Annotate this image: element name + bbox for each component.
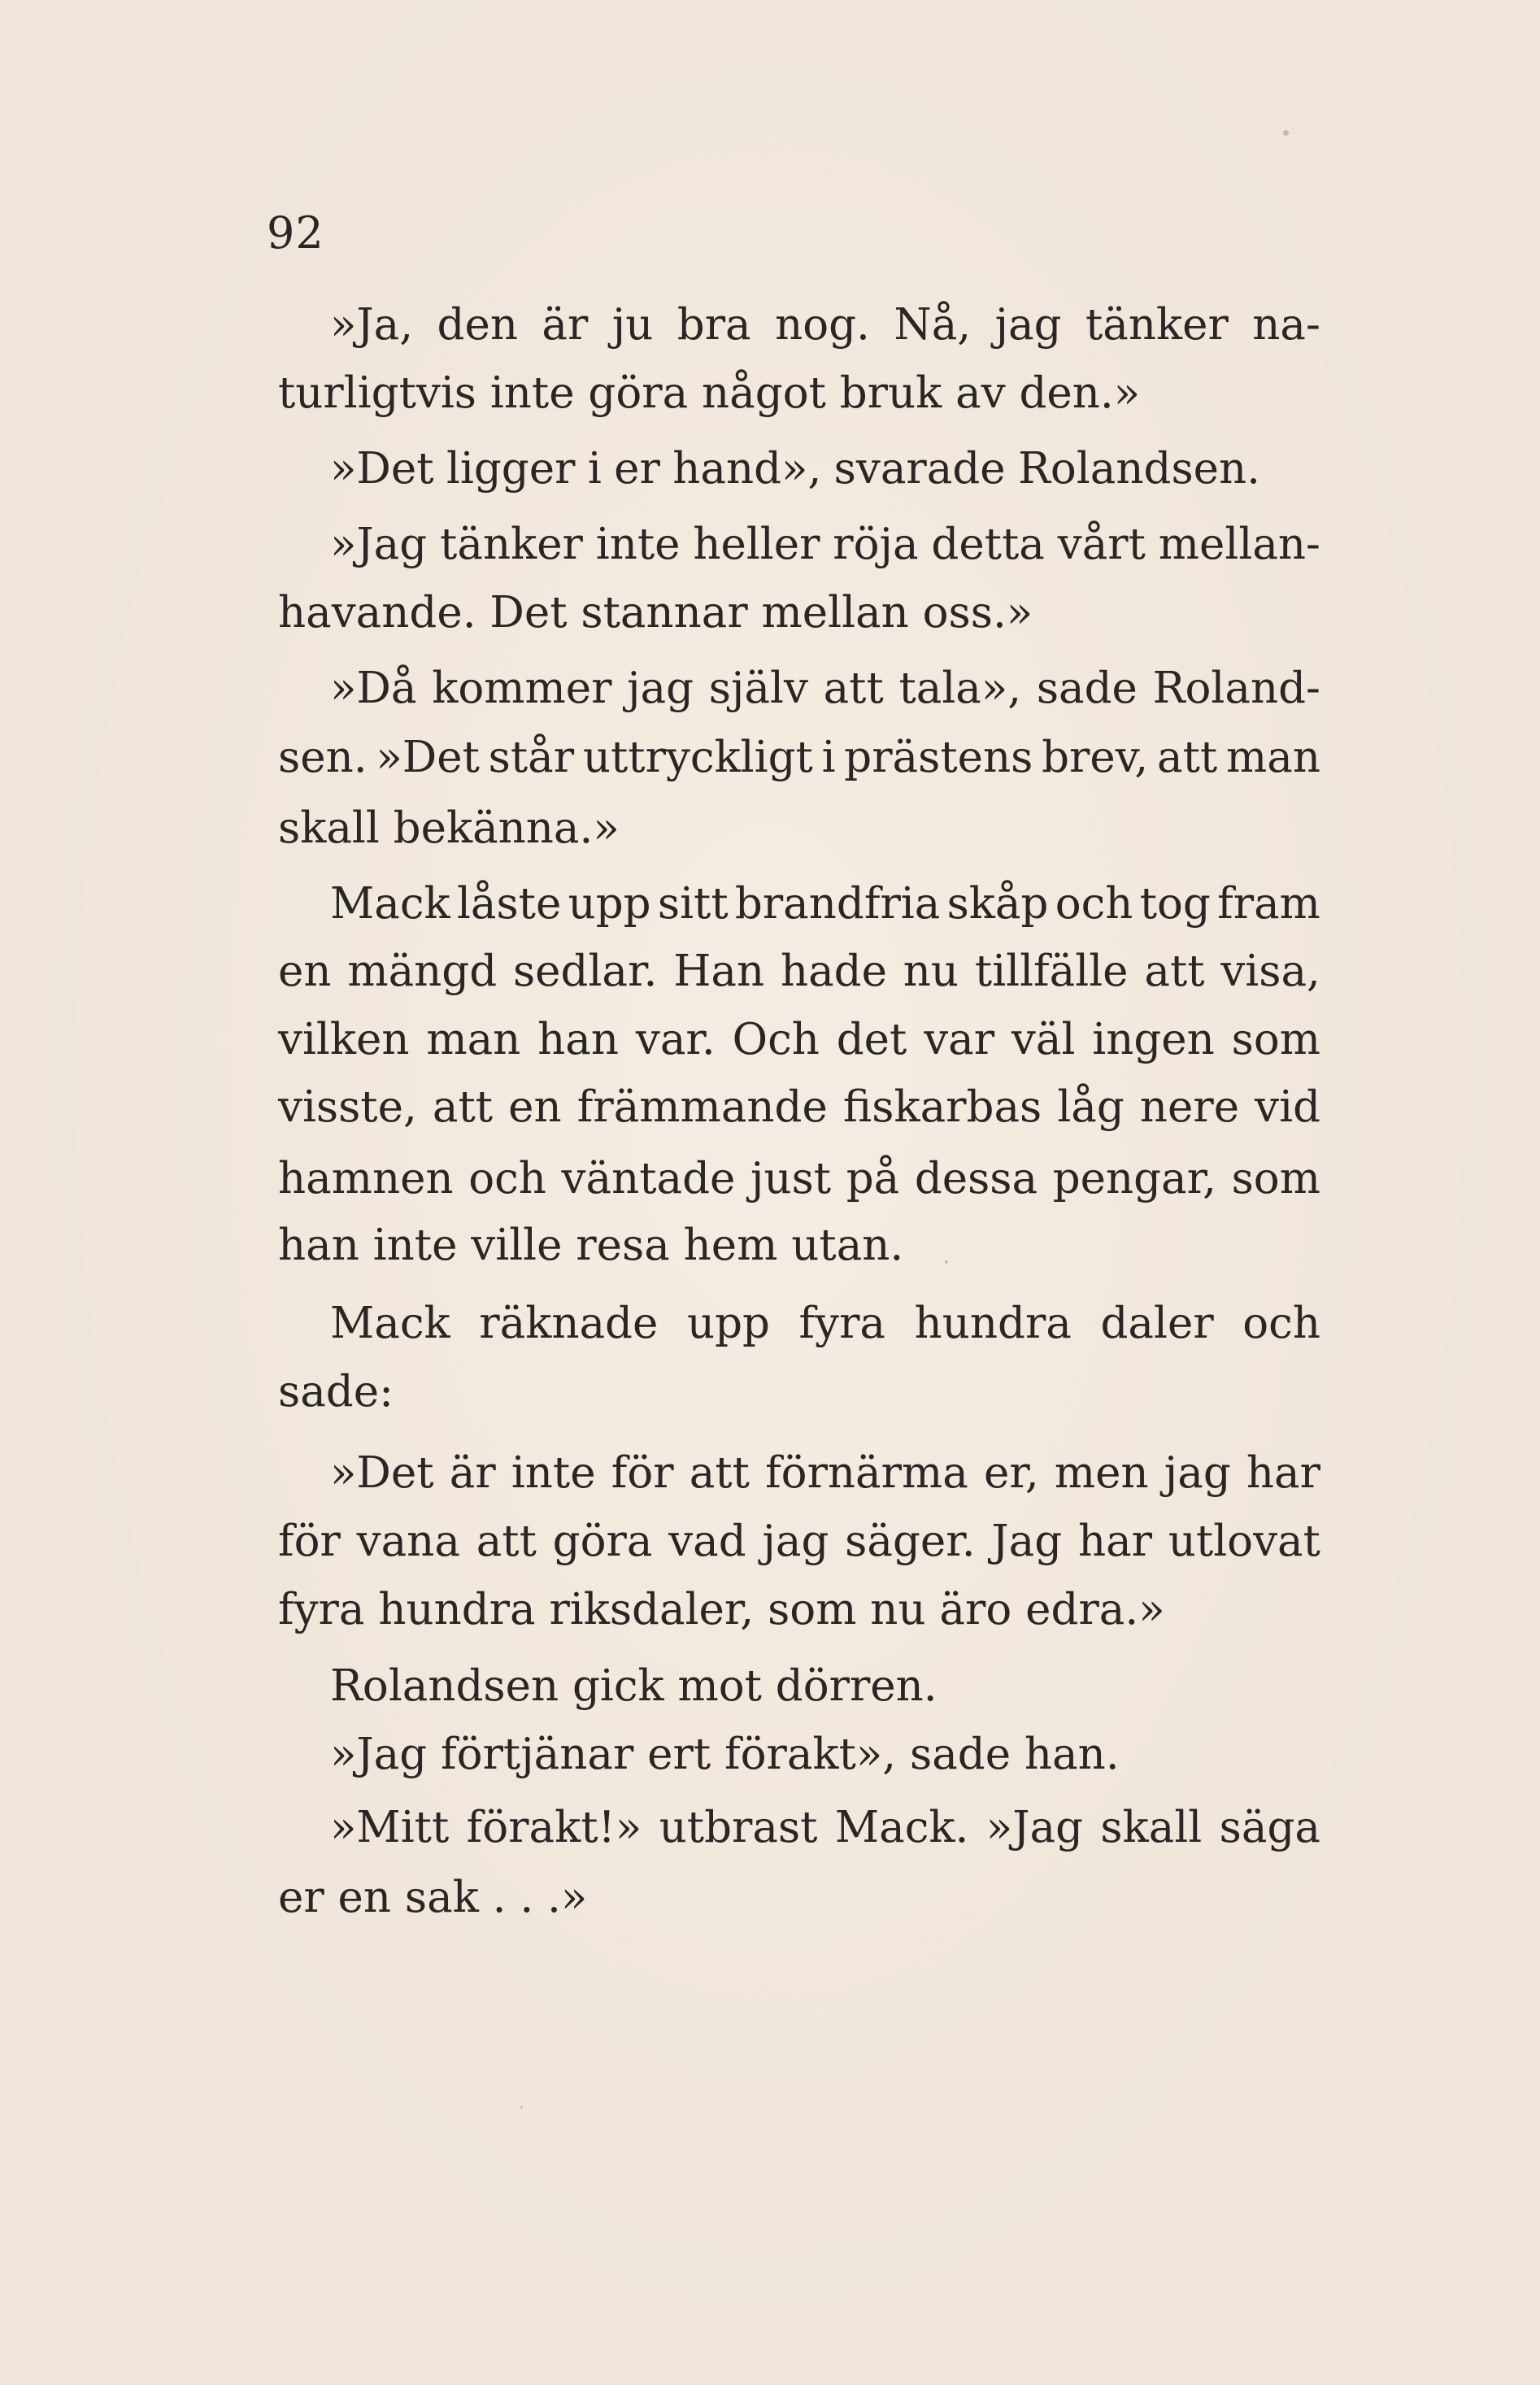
- text-word: har: [1246, 1448, 1320, 1498]
- text-word: förakt!»: [466, 1803, 642, 1852]
- text-word: jag: [994, 300, 1062, 350]
- text-word: Jag: [991, 1517, 1063, 1566]
- text-word: na-: [1252, 300, 1320, 350]
- text-word: var.: [635, 1015, 716, 1064]
- text-word: svarade: [833, 444, 1006, 494]
- text-line: [330, 1802, 1320, 1854]
- text-word: främmande: [576, 1082, 828, 1132]
- text-word: »Det: [376, 733, 480, 782]
- text-word: räknade: [479, 1299, 659, 1348]
- text-word: man: [426, 1015, 521, 1064]
- text-word: och: [1055, 879, 1133, 929]
- text-word: havande. Det stannar mellan oss.»: [278, 588, 1033, 638]
- text-word: Mack: [330, 1299, 450, 1348]
- text-word: man: [1226, 733, 1320, 782]
- page-number: 92: [267, 207, 324, 259]
- text-word: skåp: [946, 879, 1049, 929]
- text-word: sade:: [278, 1367, 394, 1417]
- text-word: »Det: [330, 1448, 434, 1498]
- text-word: en: [508, 1082, 562, 1132]
- text-word: dessa: [914, 1154, 1038, 1203]
- text-line: [278, 1584, 1165, 1636]
- text-word: väl: [1011, 1015, 1076, 1064]
- text-line: [278, 803, 620, 855]
- text-word: själv: [708, 664, 808, 713]
- text-word: i: [821, 733, 836, 782]
- text-word: jag: [1164, 1448, 1231, 1498]
- text-word: för: [278, 1517, 341, 1566]
- text-word: skall: [1100, 1803, 1203, 1852]
- text-word: just: [750, 1154, 832, 1203]
- text-word: kommer: [432, 664, 612, 713]
- text-word: och: [1242, 1299, 1320, 1348]
- text-word: utbrast: [659, 1803, 818, 1852]
- text-line: [278, 1872, 587, 1924]
- text-word: att: [689, 1448, 750, 1498]
- text-word: sade: [1036, 664, 1138, 713]
- text-word: visste,: [278, 1082, 417, 1132]
- text-word: att: [1157, 733, 1218, 782]
- text-word: vid: [1255, 1082, 1320, 1132]
- text-word: upp: [568, 879, 651, 929]
- text-line: [278, 368, 1140, 420]
- text-word: att: [1144, 947, 1205, 996]
- text-word: Mack.: [834, 1803, 969, 1852]
- text-word: den: [437, 300, 518, 350]
- text-word: sen.: [278, 733, 368, 782]
- text-word: hundra: [914, 1299, 1072, 1348]
- text-word: Rolandsen gick mot dörren.: [330, 1661, 937, 1711]
- text-line: [330, 1660, 937, 1713]
- text-word: vårt: [1057, 520, 1146, 569]
- text-word: tillfälle: [974, 947, 1129, 996]
- text-word: sedlar.: [512, 947, 658, 996]
- text-word: vana: [356, 1517, 460, 1566]
- text-line: [278, 1366, 394, 1418]
- text-word: ligger: [446, 444, 576, 494]
- text-word: tala»,: [898, 664, 1022, 713]
- text-word: er,: [984, 1448, 1039, 1498]
- text-word: upp: [686, 1299, 770, 1348]
- text-word: står: [488, 733, 575, 782]
- text-word: Rolandsen.: [1018, 444, 1260, 494]
- text-word: säga: [1219, 1803, 1320, 1852]
- text-word: att: [823, 664, 884, 713]
- text-word: väntade: [561, 1154, 736, 1203]
- text-line: [330, 443, 1260, 495]
- text-word: låg: [1057, 1082, 1125, 1132]
- text-word: inte: [511, 1448, 596, 1498]
- text-line: [278, 1220, 903, 1272]
- text-word: fiskarbas: [842, 1082, 1042, 1132]
- text-word: som: [1231, 1154, 1320, 1203]
- text-word: är: [449, 1448, 496, 1498]
- text-word: bra: [676, 300, 751, 350]
- text-line: [278, 1014, 1320, 1066]
- text-word: är: [542, 300, 589, 350]
- text-word: göra: [552, 1517, 653, 1566]
- text-word: han: [537, 1015, 620, 1064]
- text-word: visa,: [1220, 947, 1320, 996]
- text-word: mängd: [347, 947, 498, 996]
- text-word: för: [611, 1448, 674, 1498]
- text-word: röja: [833, 520, 919, 569]
- text-word: vilken: [278, 1015, 410, 1064]
- text-word: uttryckligt: [582, 733, 813, 782]
- text-word: ju: [611, 300, 654, 350]
- text-line: [278, 946, 1320, 998]
- text-line: [330, 1447, 1320, 1499]
- text-word: Roland-: [1152, 664, 1320, 713]
- text-line: [278, 587, 1033, 639]
- text-word: han inte ville resa hem utan.: [278, 1221, 904, 1270]
- text-word: »Jag: [985, 1803, 1083, 1852]
- text-word: »Det: [330, 444, 434, 494]
- text-word: tänker: [1085, 300, 1229, 350]
- text-line: [330, 519, 1320, 571]
- text-word: jag: [762, 1517, 829, 1566]
- text-word: utlovat: [1168, 1517, 1320, 1566]
- text-word: och: [468, 1154, 546, 1203]
- text-word: förnärma: [765, 1448, 968, 1498]
- text-word: »Jag förtjänar ert förakt», sade han.: [330, 1730, 1120, 1779]
- text-line: [278, 1516, 1320, 1568]
- text-word: nere: [1139, 1082, 1240, 1132]
- text-word: i: [587, 444, 602, 494]
- text-word: Han: [673, 947, 765, 996]
- text-word: att: [476, 1517, 537, 1566]
- text-word: att: [432, 1082, 494, 1132]
- text-word: tänker: [440, 520, 583, 569]
- text-word: er: [614, 444, 660, 494]
- text-word: mellan-: [1158, 520, 1320, 569]
- text-word: hade: [780, 947, 887, 996]
- text-word: »Då: [330, 664, 417, 713]
- text-word: hamnen: [278, 1154, 454, 1203]
- text-word: daler: [1100, 1299, 1214, 1348]
- text-word: »Mitt: [330, 1803, 450, 1852]
- text-word: var: [924, 1015, 995, 1064]
- text-word: sitt: [657, 879, 729, 929]
- text-word: som: [1231, 1015, 1320, 1064]
- text-line: [330, 878, 1320, 930]
- text-word: hand»,: [672, 444, 822, 494]
- text-word: inte: [595, 520, 681, 569]
- text-word: men: [1054, 1448, 1149, 1498]
- text-word: prästens: [844, 733, 1033, 782]
- text-line: [330, 1729, 1120, 1781]
- text-word: har: [1077, 1517, 1153, 1566]
- text-line: [278, 1153, 1320, 1205]
- text-word: fram: [1217, 879, 1320, 929]
- text-word: Mack: [330, 879, 450, 929]
- text-word: säger.: [845, 1517, 976, 1566]
- paper-speck: [1283, 130, 1289, 136]
- text-word: detta: [931, 520, 1045, 569]
- text-line: [330, 663, 1320, 715]
- text-word: jag: [627, 664, 694, 713]
- text-word: nog.: [775, 300, 870, 350]
- text-word: låste: [456, 879, 562, 929]
- text-word: »Jag: [330, 520, 428, 569]
- text-word: det: [836, 1015, 907, 1064]
- text-word: turligtvis inte göra något bruk av den.»: [278, 368, 1141, 418]
- text-line: [278, 1082, 1320, 1134]
- text-word: Nå,: [894, 300, 972, 350]
- text-word: Och: [732, 1015, 820, 1064]
- text-word: »Ja,: [330, 300, 414, 350]
- text-word: ingen: [1092, 1015, 1215, 1064]
- text-word: vad: [668, 1517, 746, 1566]
- text-word: brandfria: [734, 879, 941, 929]
- text-word: er en sak . . .»: [278, 1873, 588, 1922]
- text-word: på: [846, 1154, 900, 1203]
- paper-speck: [945, 1260, 948, 1264]
- text-word: fyra hundra riksdaler, som nu äro edra.»: [278, 1585, 1165, 1634]
- text-word: nu: [903, 947, 959, 996]
- text-word: skall bekänna.»: [278, 803, 620, 853]
- text-word: tog: [1139, 879, 1211, 929]
- text-word: en: [278, 947, 332, 996]
- paper-speck: [520, 2106, 523, 2109]
- text-line: [278, 732, 1320, 784]
- text-word: brev,: [1042, 733, 1149, 782]
- text-word: fyra: [798, 1299, 886, 1348]
- text-line: [330, 1298, 1320, 1350]
- text-line: [330, 299, 1320, 351]
- text-word: heller: [693, 520, 820, 569]
- text-word: pengar,: [1052, 1154, 1217, 1203]
